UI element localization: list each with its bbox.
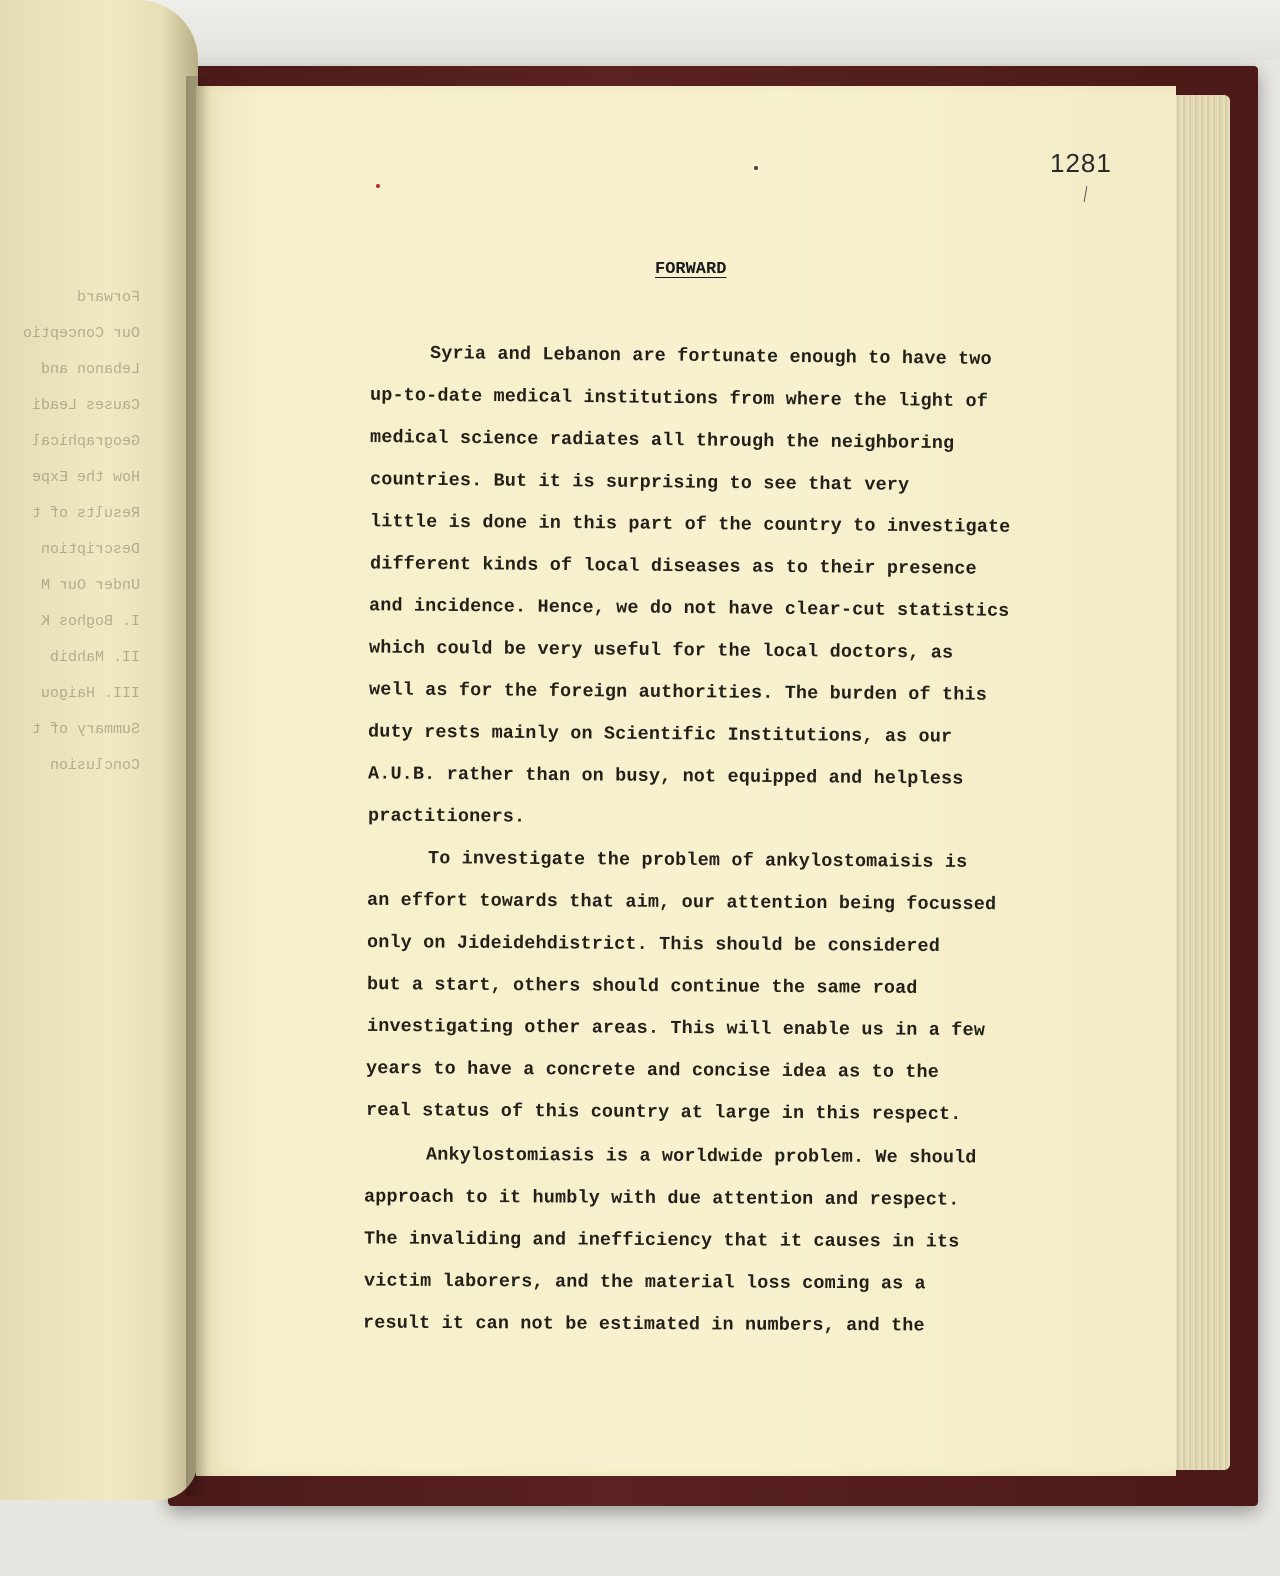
spine-shadow [186, 76, 210, 1496]
text-line: To investigate the problem of ankylostomaisis is [427, 848, 968, 873]
toc-line: How the Expe [31, 469, 140, 486]
toc-line: Causes Leadi [31, 397, 140, 414]
toc-line: II. Mahbib [49, 649, 140, 666]
text-line: A.U.B. rather than on busy, not equipped and helpless [367, 763, 964, 790]
text-line: countries. But it is surprising to see that very [369, 469, 910, 496]
text-line: an effort towards that aim, our attention being focussed [366, 889, 997, 916]
text-line: approach to it humbly with due attention and respect. [363, 1186, 960, 1211]
facing-page [0, 0, 198, 1500]
text-line: little is done in this part of the country to investigate [369, 511, 1011, 538]
text-line: result it can not be estimated in numbers, and the [362, 1312, 925, 1337]
text-line: duty rests mainly on Scientific Institutions, as our [367, 721, 953, 748]
text-line: well as for the foreign authorities. The burden of this [368, 679, 988, 706]
text-line: up-to-date medical institutions from where the light of [369, 384, 989, 413]
text-line: The invaliding and inefficiency that it causes in its [363, 1228, 960, 1253]
toc-line: Description [40, 541, 140, 558]
toc-line: Geographical [31, 433, 140, 450]
text-line: victim laborers, and the material loss coming as a [363, 1270, 926, 1295]
toc-line: Our Conceptio [22, 325, 140, 342]
toc-line: Results of t [31, 505, 140, 522]
toc-line: I. Boghos K [40, 613, 140, 630]
text-line: years to have a concrete and concise idea as to the [365, 1058, 940, 1083]
ink-mark [376, 184, 380, 188]
text-line: different kinds of local diseases as to their presence [369, 553, 977, 580]
toc-line: Forward [76, 289, 140, 306]
toc-line: Summary of t [31, 721, 140, 738]
text-line: investigating other areas. This will enable us in a few [366, 1015, 986, 1042]
text-line: but a start, others should continue the same road [366, 974, 918, 999]
toc-line: III. Haigou [40, 685, 140, 702]
toc-line: Under Our M [40, 577, 140, 594]
page-title: FORWARD [655, 260, 727, 279]
facing-page-toc [0, 280, 160, 784]
ink-mark [754, 166, 758, 170]
toc-line: Conclusion [49, 757, 140, 774]
text-line: medical science radiates all through the neighboring [369, 426, 955, 455]
text-line: and incidence. Hence, we do not have clear-cut statistics [368, 595, 1010, 622]
page-number: 1281 [1050, 148, 1112, 178]
text-line: Ankylostomiasis is a worldwide problem. We should [425, 1144, 977, 1169]
text-line: real status of this country at large in this respect. [365, 1099, 962, 1126]
text-line: practitioners. [367, 805, 526, 828]
text-line: only on Jideidehdistrict. This should be considered [366, 931, 941, 958]
toc-line: Lebanon and [40, 361, 140, 378]
text-line: which could be very useful for the local doctors, as [368, 637, 954, 664]
text-line: Syria and Lebanon are fortunate enough to have two [429, 343, 992, 370]
